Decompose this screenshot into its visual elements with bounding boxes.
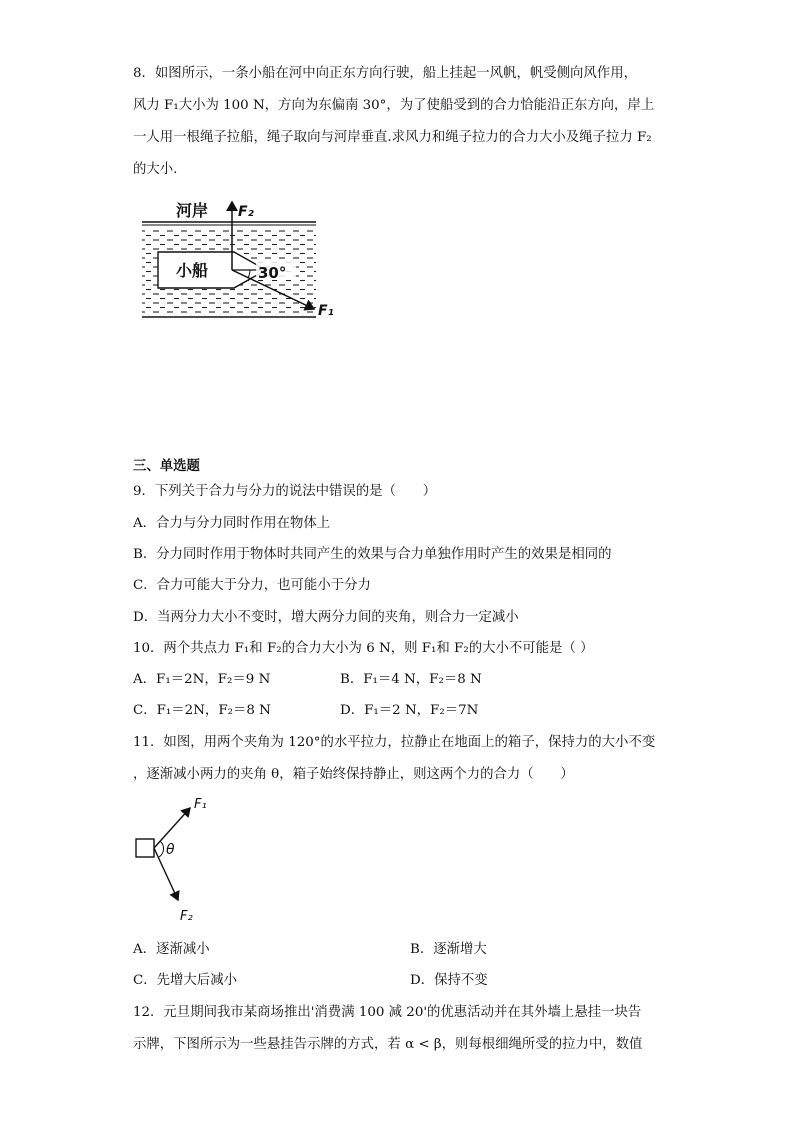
q8-line-3: 一人用一根绳子拉船，绳子取向与河岸垂直.求风力和绳子拉力的合力大小及绳子拉力 F₂: [133, 130, 652, 145]
q10-option-b: B．F₁＝4 N，F₂＝8 N: [340, 672, 482, 687]
q8-line-4: 的大小.: [133, 162, 178, 177]
q8-line-1: 8．如图所示，一条小船在河中向正东方向行驶，船上挂起一风帆，帆受侧向风作用，: [133, 66, 637, 81]
q11-option-d: D．保持不变: [410, 973, 488, 988]
q9-option-a: A．合力与分力同时作用在物体上: [133, 516, 331, 531]
q11-option-a: A．逐渐减小: [133, 942, 210, 957]
q9-option-d: D．当两分力大小不变时，增大两分力间的夹角，则合力一定减小: [133, 610, 519, 625]
q12-line-2: 示牌，下图所示为一些悬挂告示牌的方式，若 α < β，则每根细绳所受的拉力中，数值: [133, 1037, 643, 1052]
angle-label: 30°: [258, 264, 287, 282]
f2-label: F₂: [180, 909, 193, 924]
q9-stem: 9．下列关于合力与分力的说法中错误的是（ ）: [133, 484, 437, 499]
q11-line-2: ，逐渐减小两力的夹角 θ，箱子始终保持静止，则这两个力的合力（ ）: [133, 767, 574, 782]
q10-option-c: C．F₁＝2N，F₂＝8 N: [133, 703, 271, 718]
boat-label: 小船: [176, 261, 209, 280]
q10-option-a: A．F₁＝2N，F₂＝9 N: [133, 672, 271, 687]
q11-option-c: C．先增大后减小: [133, 973, 237, 988]
f1-label: F₁: [194, 797, 207, 812]
q10-stem: 10．两个共点力 F₁和 F₂的合力大小为 6 N，则 F₁和 F₂的大小不可能是（ ）: [133, 641, 594, 656]
q12-line-1: 12．元旦期间我市某商场推出'消费满 100 减 20'的优惠活动并在其外墙上悬挂一块告: [133, 1005, 642, 1020]
f2-label: F₂: [238, 204, 254, 220]
section-heading: 三、单选题: [133, 458, 200, 474]
q10-option-d: D．F₁＝2 N，F₂＝7N: [340, 703, 479, 718]
river-boat-figure: [138, 192, 348, 322]
q9-option-b: B．分力同时作用于物体时共同产生的效果与合力单独作用时产生的效果是相同的: [133, 547, 612, 562]
f1-label: F₁: [318, 303, 334, 319]
q8-line-2: 风力 F₁大小为 100 N，方向为东偏南 30°，为了使船受到的合力恰能沿正东方向，岸上: [133, 98, 655, 113]
q11-option-b: B．逐渐增大: [410, 942, 487, 957]
q9-option-c: C．合力可能大于分力，也可能小于分力: [133, 578, 371, 593]
box: [136, 839, 154, 857]
q11-line-1: 11．如图，用两个夹角为 120°的水平拉力，拉静止在地面上的箱子，保持力的大小不变: [133, 735, 656, 750]
theta-label: θ: [166, 842, 175, 858]
bank-label: 河岸: [176, 201, 209, 220]
box-forces-figure: [128, 792, 238, 932]
